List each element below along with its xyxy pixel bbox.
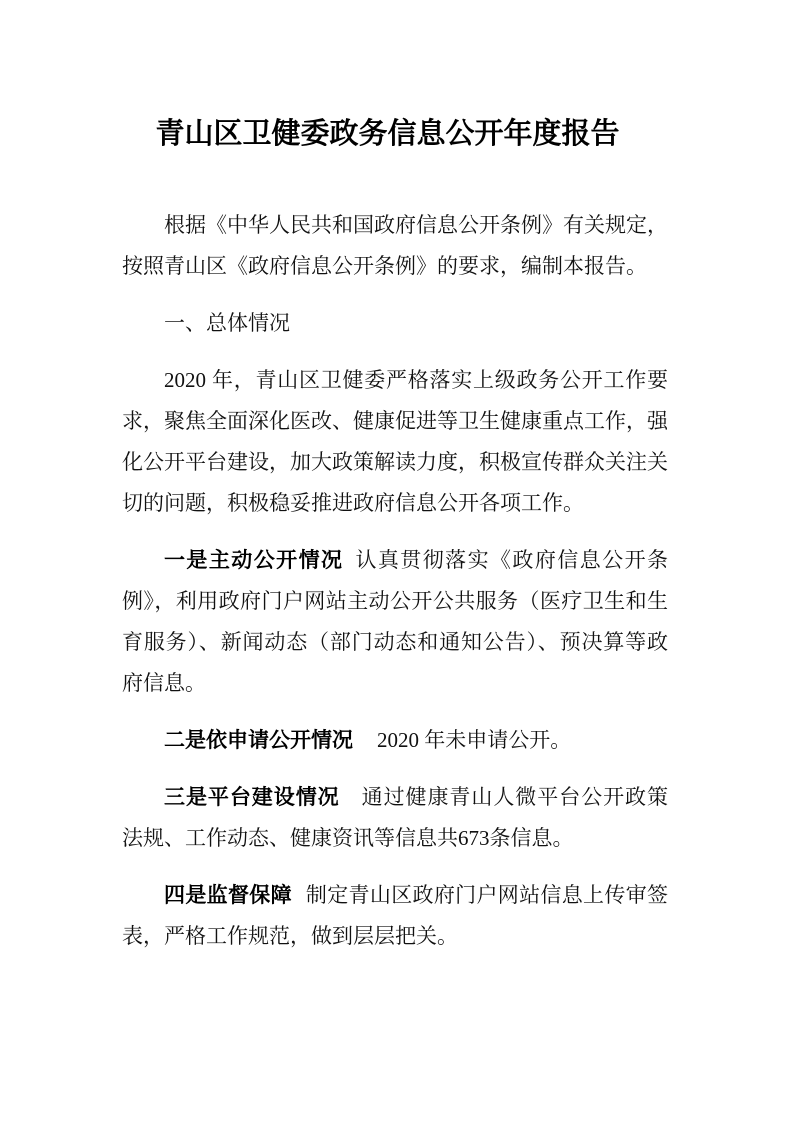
text-line: 按照青山区《政府信息公开条例》的要求，编制本报告。 [122, 254, 647, 278]
item-paragraph-supervision [122, 875, 668, 957]
text-line: 育服务）、新闻动态（部门动态和通知公告）、预决算等政 [122, 630, 668, 654]
text-line: 例》，利用政府门户网站主动公开公共服务（医疗卫生和生 [122, 589, 668, 613]
item-lead: 一是主动公开情况 [164, 548, 344, 572]
item-text: 认真贯彻落实《政府信息公开条 [355, 548, 669, 572]
intro-paragraph [122, 205, 668, 287]
text-line: 表，严格工作规范，做到层层把关。 [122, 924, 458, 948]
item-first-line [122, 720, 668, 761]
item-lead: 二是依申请公开情况 [164, 728, 353, 752]
item-text: 通过健康青山人微平台公开政策 [361, 785, 669, 809]
item-first-line [122, 875, 668, 916]
item-paragraph-platform [122, 777, 668, 859]
text-line: 府信息。 [122, 671, 206, 695]
text-line: 切的问题，积极稳妥推进政府信息公开各项工作。 [122, 491, 584, 515]
text-line: 法规、工作动态、健康资讯等信息共673条信息。 [122, 826, 574, 850]
report-body [122, 205, 668, 957]
item-first-line [122, 540, 668, 581]
text-line: 2020 年，青山区卫健委严格落实上级政务公开工作要 [164, 368, 668, 392]
report-title: 青山区卫健委政务信息公开年度报告 [155, 116, 620, 150]
text-line: 根据《中华人民共和国政府信息公开条例》有关规定， [164, 213, 668, 237]
section-heading: 一、总体情况 [164, 311, 290, 335]
item-text: 2020 年未申请公开。 [377, 728, 572, 752]
item-lead: 三是平台建设情况 [164, 785, 340, 809]
item-text: 制定青山区政府门户网站信息上传审签 [305, 883, 669, 907]
section-heading-block [122, 303, 668, 344]
item-lead: 四是监督保障 [164, 883, 292, 907]
item-first-line [122, 777, 668, 818]
text-line: 化公开平台建设，加大政策解读力度，积极宣传群众关注关 [122, 450, 668, 474]
item-paragraph-request-disclosure [122, 720, 668, 761]
text-line: 求，聚焦全面深化医改、健康促进等卫生健康重点工作，强 [122, 409, 668, 433]
item-paragraph-active-disclosure [122, 540, 668, 704]
overview-paragraph [122, 360, 668, 524]
